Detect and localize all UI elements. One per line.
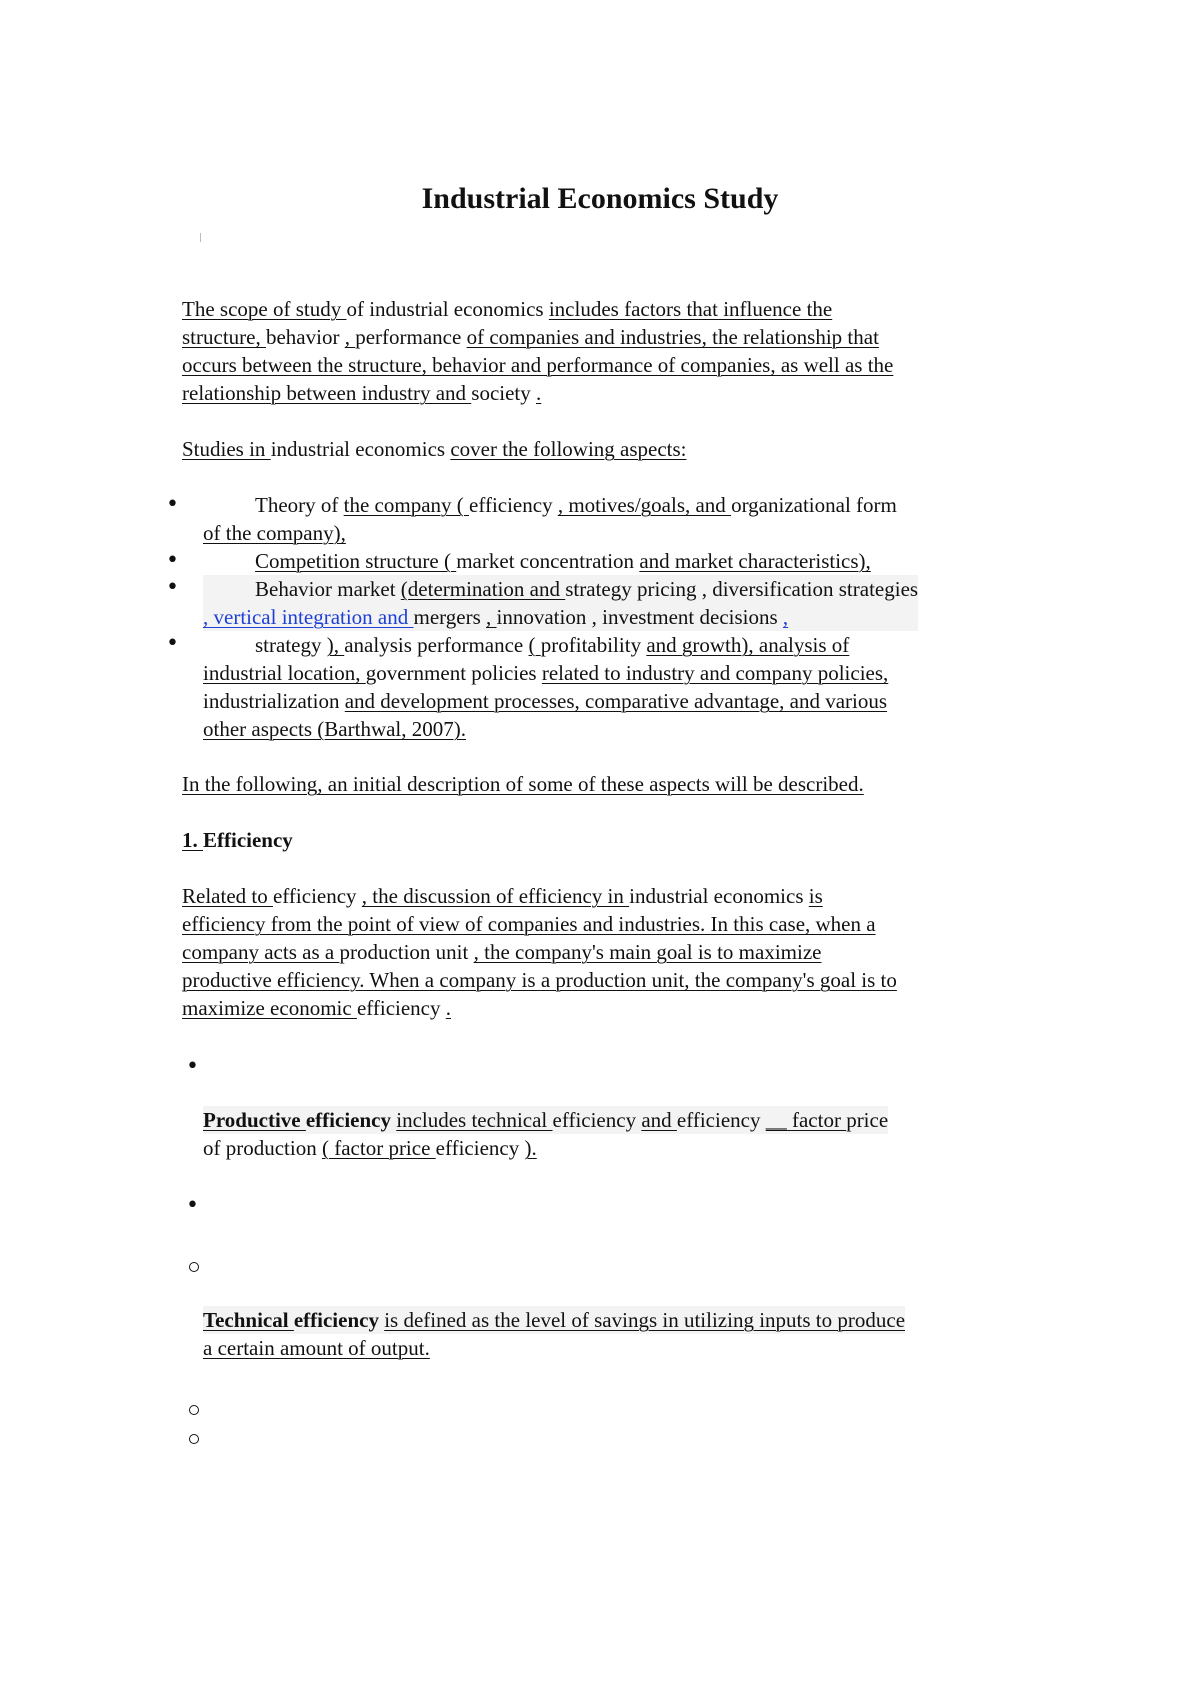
- text-run: performance: [355, 325, 467, 349]
- list-item-continuation: [203, 519, 918, 547]
- paragraph-line: [182, 938, 897, 966]
- list-item-continuation: [203, 603, 918, 631]
- text-run: industrialization: [203, 689, 345, 713]
- text-run: Behavior: [255, 577, 338, 601]
- text-run: society: [471, 381, 536, 405]
- text-run: of the company),: [203, 521, 346, 545]
- text-run: organizational form: [731, 493, 897, 517]
- text-run: market concentration: [456, 549, 640, 573]
- text-run: pricing , diversification strategies: [636, 577, 919, 601]
- text-run: efficiency: [272, 884, 362, 908]
- text-run: efficiency: [552, 1108, 642, 1132]
- text-run: innovation , investment decisions: [496, 605, 783, 629]
- text-run: efficiency: [305, 1108, 397, 1132]
- text-run: ,: [486, 605, 497, 629]
- text-run: occurs between the structure, behavior and performance of companies, as well as the: [182, 353, 894, 377]
- list-item: [203, 575, 918, 603]
- text-run: The scope of study: [182, 297, 347, 321]
- document-title: Industrial Economics Study: [421, 182, 779, 215]
- text-run: mergers: [413, 605, 487, 629]
- heading-number: 1.: [182, 828, 203, 852]
- text-run: efficiency: [356, 996, 446, 1020]
- bullet-icon: •: [166, 492, 179, 517]
- text-run: industrial economics: [270, 437, 451, 461]
- text-run: relationship between industry and: [182, 381, 472, 405]
- paragraph-line: [182, 295, 893, 323]
- text-run: price: [846, 1108, 889, 1132]
- text-run: of industrial economics: [346, 297, 549, 321]
- sub-bullet-circle-icon: [189, 1262, 199, 1272]
- text-run: __: [765, 1108, 792, 1132]
- text-run: the company (: [343, 493, 470, 517]
- aspects-list: [203, 491, 918, 743]
- text-run: ),: [326, 633, 345, 657]
- text-run: and: [641, 1108, 677, 1132]
- text-run: government policies: [365, 661, 542, 685]
- text-run: cover the following aspects:: [450, 437, 687, 461]
- description-paragraph: [182, 770, 864, 798]
- text-run: Studies in: [182, 437, 271, 461]
- text-run: is: [808, 884, 823, 908]
- text-run: Theory of: [255, 493, 344, 517]
- sub-bullet-circle-icon: [189, 1434, 199, 1444]
- text-run: ).: [524, 1136, 537, 1160]
- text-run: (determination and: [400, 577, 566, 601]
- paragraph-line: [203, 1306, 905, 1334]
- text-run: other aspects (Barthwal, 2007).: [203, 717, 467, 741]
- list-item-continuation: [203, 659, 918, 687]
- paragraph-line: [182, 770, 864, 798]
- text-run: industrial economics: [629, 884, 809, 908]
- paragraph-line: [182, 882, 897, 910]
- intro-paragraph: [182, 295, 893, 407]
- text-run: .: [445, 996, 451, 1020]
- paragraph-line: [182, 351, 893, 379]
- text-run: maximize economic: [182, 996, 357, 1020]
- text-run: production unit: [339, 940, 474, 964]
- list-item-continuation: [203, 715, 918, 743]
- text-run: (: [528, 633, 541, 657]
- text-run: profitability: [540, 633, 647, 657]
- paragraph-line: [182, 910, 897, 938]
- text-run: productive efficiency. When a company is a production unit, the company's goal is to: [182, 968, 897, 992]
- text-run: factor: [791, 1108, 847, 1132]
- text-run: .: [536, 381, 542, 405]
- text-run: analysis: [344, 633, 418, 657]
- text-run: related to industry and company policies,: [541, 661, 889, 685]
- bullet-icon: •: [166, 548, 179, 573]
- text-run: Technical: [203, 1308, 294, 1332]
- text-run: ,: [344, 325, 356, 349]
- vertical-integration-link[interactable]: , vertical integration and: [203, 605, 414, 629]
- text-run: and growth), analysis of: [646, 633, 850, 657]
- text-run: Productive: [203, 1108, 306, 1132]
- margin-mark: [200, 233, 201, 242]
- text-run: structure,: [182, 325, 266, 349]
- list-item: [203, 631, 918, 659]
- paragraph-line: [182, 323, 893, 351]
- text-run: efficiency: [293, 1308, 385, 1332]
- text-run: strategy: [255, 633, 327, 657]
- section-heading-efficiency: [182, 826, 293, 854]
- list-item: [203, 491, 918, 519]
- bullet-icon: •: [186, 1054, 199, 1079]
- text-run: and development processes, comparative advantage, and various: [344, 689, 888, 713]
- text-run: , motives/goals, and: [557, 493, 732, 517]
- text-run: efficiency from the point of view of companies and industries. In this case, when a: [182, 912, 876, 936]
- text-run: In the following, an initial description of some of these aspects will be described.: [182, 772, 864, 796]
- text-run: company acts as a: [182, 940, 340, 964]
- text-run: ,: [782, 605, 789, 629]
- paragraph-line: [182, 966, 897, 994]
- text-run: Related to: [182, 884, 273, 908]
- text-run: efficiency: [435, 1136, 525, 1160]
- sub-bullet-circle-icon: [189, 1405, 199, 1415]
- bullet-icon: •: [186, 1193, 199, 1218]
- text-run: of companies and industries, the relationship that: [466, 325, 879, 349]
- text-run: includes factors that influence the: [548, 297, 833, 321]
- text-run: Competition structure (: [255, 549, 457, 573]
- technical-efficiency-paragraph: [203, 1306, 905, 1362]
- text-run: , the discussion of efficiency in: [361, 884, 630, 908]
- paragraph-line: [182, 435, 687, 463]
- text-run: efficiency: [676, 1108, 766, 1132]
- text-run: industrial location,: [203, 661, 366, 685]
- bullet-icon: •: [166, 631, 179, 656]
- bullet-icon: •: [166, 575, 179, 600]
- paragraph-line: [203, 1334, 905, 1362]
- text-run: of production: [203, 1136, 322, 1160]
- text-run: is defined as the level of savings in utilizing inputs to produce: [384, 1308, 906, 1332]
- paragraph-line: [182, 379, 893, 407]
- list-item-continuation: [203, 687, 918, 715]
- efficiency-paragraph: [182, 882, 897, 1022]
- text-run: behavior: [265, 325, 345, 349]
- paragraph-line: [203, 1106, 888, 1134]
- text-run: market: [337, 577, 401, 601]
- aspects-intro-paragraph: [182, 435, 687, 463]
- paragraph-line: [203, 1134, 888, 1162]
- text-run: , the company's main goal is to maximize: [473, 940, 822, 964]
- heading-line: [182, 826, 293, 854]
- text-run: a certain amount of output.: [203, 1336, 430, 1360]
- text-run: and market characteristics),: [639, 549, 871, 573]
- productive-efficiency-paragraph: [203, 1106, 888, 1162]
- text-run: ( factor price: [321, 1136, 436, 1160]
- paragraph-line: [182, 994, 897, 1022]
- heading-text: Efficiency: [203, 828, 293, 852]
- text-run: efficiency: [469, 493, 558, 517]
- text-run: includes technical: [396, 1108, 553, 1132]
- list-item: [203, 547, 918, 575]
- text-run: strategy: [565, 577, 637, 601]
- text-run: performance: [417, 633, 529, 657]
